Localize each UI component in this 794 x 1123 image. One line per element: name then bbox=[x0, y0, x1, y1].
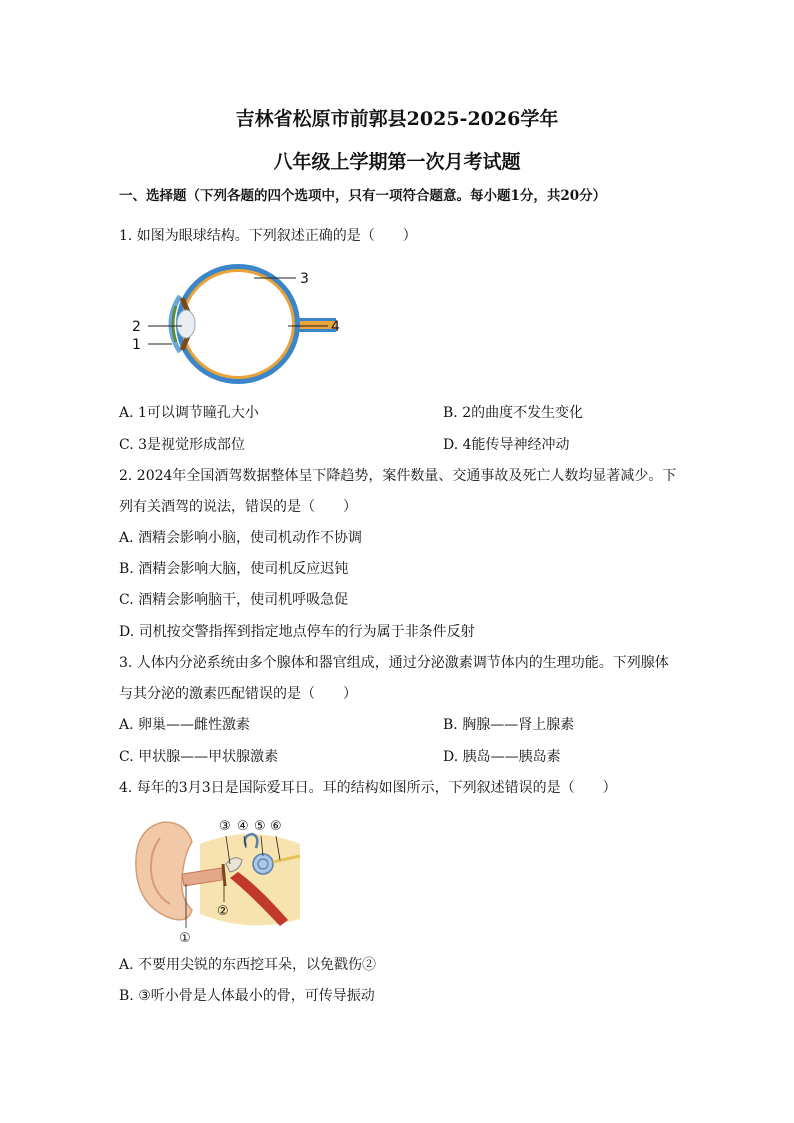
q1-option-b: B. 2的曲度不发生变化 bbox=[443, 405, 584, 421]
auricle bbox=[136, 822, 192, 920]
q1-option-c: C. 3是视觉形成部位 bbox=[119, 437, 246, 453]
label-4: 4 bbox=[331, 319, 340, 335]
label-3: 3 bbox=[300, 271, 309, 287]
label-3: ③ bbox=[219, 819, 231, 834]
label-2: ② bbox=[217, 904, 229, 919]
cochlea bbox=[253, 854, 273, 874]
label-5: ⑤ bbox=[254, 819, 266, 834]
q3-stem-line1: 3. 人体内分泌系统由多个腺体和器官组成，通过分泌激素调节体内的生理功能。下列腺体 bbox=[119, 655, 669, 671]
ear-structure-figure bbox=[130, 814, 302, 946]
q1-option-d: D. 4能传导神经冲动 bbox=[443, 437, 570, 453]
q3-option-c: C. 甲状腺——甲状腺激素 bbox=[119, 749, 279, 765]
q4-stem: 4. 每年的3月3日是国际爱耳日。耳的结构如图所示，下列叙述错误的是（ ） bbox=[119, 780, 617, 796]
q3-stem-line2: 与其分泌的激素匹配错误的是（ ） bbox=[119, 686, 357, 702]
eardrum bbox=[223, 864, 225, 886]
q2-option-c: C. 酒精会影响脑干，使司机呼吸急促 bbox=[119, 592, 349, 608]
q2-stem-line2: 列有关酒驾的说法，错误的是（ ） bbox=[119, 499, 357, 515]
q3-option-a: A. 卵巢——雌性激素 bbox=[119, 717, 251, 733]
q3-option-b: B. 胸腺——肾上腺素 bbox=[443, 717, 575, 733]
q4-option-a: A. 不要用尖锐的东西挖耳朵，以免戳伤② bbox=[119, 957, 377, 973]
q2-stem-line1: 2. 2024年全国酒驾数据整体呈下降趋势，案件数量、交通事故及死亡人数均显著减少。下 bbox=[119, 468, 677, 484]
label-4: ④ bbox=[237, 819, 249, 834]
label-1: 1 bbox=[132, 337, 141, 353]
q1-stem: 1. 如图为眼球结构。下列叙述正确的是（ ） bbox=[119, 228, 417, 244]
label-6: ⑥ bbox=[270, 819, 282, 834]
ciliary bbox=[173, 306, 176, 342]
page-subtitle: 八年级上学期第一次月考试题 bbox=[273, 151, 521, 173]
q1-option-a: A. 1可以调节瞳孔大小 bbox=[119, 405, 259, 421]
q2-option-a: A. 酒精会影响小脑，使司机动作不协调 bbox=[119, 530, 363, 546]
label-1: ① bbox=[179, 931, 191, 946]
q2-option-d: D. 司机按交警指挥到指定地点停车的行为属于非条件反射 bbox=[119, 624, 475, 640]
lens bbox=[177, 310, 195, 338]
eye-structure-figure bbox=[126, 258, 346, 386]
page-title: 吉林省松原市前郭县2025-2026学年 bbox=[235, 108, 559, 130]
q4-option-b: B. ③听小骨是人体最小的骨，可传导振动 bbox=[119, 988, 375, 1004]
q3-option-d: D. 胰岛——胰岛素 bbox=[443, 749, 561, 765]
q2-option-b: B. 酒精会影响大脑，使司机反应迟钝 bbox=[119, 561, 349, 577]
section-heading: 一、选择题（下列各题的四个选项中，只有一项符合题意。每小题1分，共20分） bbox=[119, 188, 607, 204]
label-2: 2 bbox=[132, 319, 141, 335]
vitreous bbox=[184, 272, 292, 376]
